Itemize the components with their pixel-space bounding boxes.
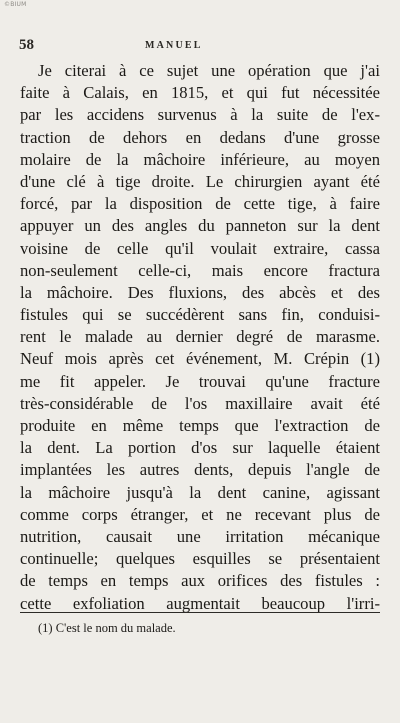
text-line: non-seulement celle-ci, mais encore fractura bbox=[20, 260, 380, 280]
text-line: comme corps étranger, et ne recevant plus de bbox=[20, 504, 380, 524]
text-line: la mâchoire. Des fluxions, des abcès et des bbox=[20, 282, 380, 302]
text-line: la mâchoire jusqu'à la dent canine, agissant bbox=[20, 482, 380, 502]
page-number: 58 bbox=[19, 37, 34, 53]
text-line: Je citerai à ce sujet une opération que j'ai bbox=[38, 61, 380, 80]
text-line: traction de dehors en dedans d'une grosse bbox=[20, 127, 380, 147]
text-line: cette exfoliation augmentait beaucoup l'irri- bbox=[20, 593, 380, 613]
text-line: me fit appeler. Je trouvai qu'une fracture bbox=[20, 371, 380, 391]
text-line: voisine de celle qu'il voulait extraire, cassa bbox=[20, 238, 380, 258]
text-line: faite à Calais, en 1815, et qui fut nécessitée bbox=[20, 83, 380, 103]
text-line: molaire de la mâchoire inférieure, au moyen bbox=[20, 149, 380, 169]
text-line: de temps en temps aux orifices des fistules : bbox=[20, 571, 380, 591]
text-line: produite en même temps que l'extraction de bbox=[20, 416, 380, 435]
footnote-rule bbox=[20, 612, 380, 613]
footnote: (1) C'est le nom du malade. bbox=[38, 621, 176, 635]
text-line: la dent. La portion d'os sur laquelle étaient bbox=[20, 438, 380, 458]
running-head: MANUEL bbox=[145, 40, 203, 51]
text-line: implantées les autres dents, depuis l'angle de bbox=[20, 460, 380, 480]
text-line: fistules qui se succédèrent sans fin, conduisi- bbox=[20, 305, 380, 325]
text-line: par les accidens survenus à la suite de l'ex- bbox=[20, 105, 380, 125]
body-paragraph bbox=[20, 60, 380, 615]
text-line: rent le malade au dernier degré de marasme. bbox=[20, 327, 380, 347]
text-line: appuyer un des angles du panneton sur la dent bbox=[20, 216, 380, 236]
watermark: ©BIUM bbox=[4, 1, 27, 8]
text-line: Neuf mois après cet événement, M. Crépin (1) bbox=[20, 349, 380, 369]
text-line: d'une clé à tige droite. Le chirurgien ayant été bbox=[20, 171, 380, 191]
text-line: très-considérable de l'os maxillaire avait été bbox=[20, 393, 380, 413]
text-line: continuelle; quelques esquilles se présentaient bbox=[20, 549, 380, 569]
text-line: nutrition, causait une irritation mécanique bbox=[20, 526, 380, 546]
text-line: forcé, par la disposition de cette tige, à faire bbox=[20, 194, 380, 214]
